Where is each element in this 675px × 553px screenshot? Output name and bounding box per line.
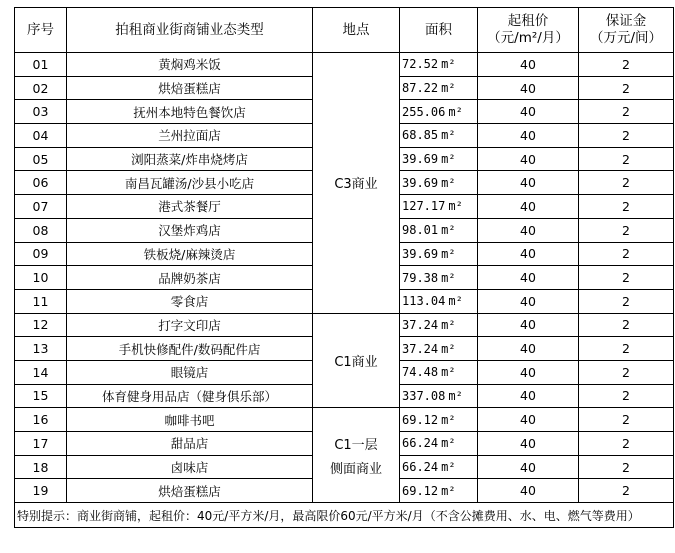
cell-area: [400, 195, 478, 219]
cell-no: 17: [15, 432, 67, 456]
cell-rent: 40: [478, 100, 579, 124]
cell-rent: 40: [478, 171, 579, 195]
cell-type: 眼镜店: [67, 360, 313, 384]
table-row: [15, 53, 674, 77]
cell-deposit: 2: [579, 266, 674, 290]
cell-no: 07: [15, 195, 67, 219]
cell-rent: 40: [478, 384, 579, 408]
cell-deposit: 2: [579, 218, 674, 242]
cell-rent: 40: [478, 337, 579, 361]
cell-deposit: 2: [579, 408, 674, 432]
cell-area: [400, 313, 478, 337]
header-deposit-line1: 保证金: [605, 13, 647, 29]
cell-area: [400, 147, 478, 171]
cell-deposit: 2: [579, 455, 674, 479]
cell-no: 11: [15, 289, 67, 313]
cell-type: 咖啡书吧: [67, 408, 313, 432]
cell-rent: 40: [478, 360, 579, 384]
area-value: 87.22: [402, 81, 439, 96]
cell-area: [400, 360, 478, 384]
cell-deposit: 2: [579, 124, 674, 148]
area-unit: m²: [441, 81, 456, 96]
table-row: [15, 313, 674, 337]
header-deposit: [579, 8, 674, 53]
area-unit: m²: [448, 388, 463, 403]
area-unit: m²: [448, 199, 463, 214]
cell-type: 品牌奶茶店: [67, 266, 313, 290]
cell-area: [400, 53, 478, 77]
area-unit: m²: [441, 128, 456, 143]
cell-type: 南昌瓦罐汤/沙县小吃店: [67, 171, 313, 195]
area-unit: m²: [441, 246, 456, 261]
cell-area: [400, 384, 478, 408]
cell-deposit: 2: [579, 171, 674, 195]
area-value: 72.52: [402, 57, 439, 72]
cell-area: [400, 337, 478, 361]
cell-no: 05: [15, 147, 67, 171]
area-value: 127.17: [402, 199, 446, 214]
cell-type: 体育健身用品店（健身俱乐部）: [67, 384, 313, 408]
area-unit: m²: [441, 341, 456, 356]
header-location: 地点: [313, 8, 400, 53]
cell-type: 浏阳蒸菜/炸串烧烤店: [67, 147, 313, 171]
area-value: 39.69: [402, 152, 439, 167]
cell-no: 15: [15, 384, 67, 408]
header-deposit-line2: （万元/间）: [589, 30, 663, 46]
header-no: 序号: [15, 8, 67, 53]
cell-location: C1商业: [313, 313, 400, 408]
area-unit: m²: [441, 223, 456, 238]
area-value: 68.85: [402, 128, 439, 143]
cell-rent: 40: [478, 408, 579, 432]
header-rent-line1: 起租价: [507, 13, 549, 29]
shop-rental-table: [14, 7, 674, 528]
cell-type: 烘焙蛋糕店: [67, 76, 313, 100]
cell-no: 16: [15, 408, 67, 432]
cell-location: [313, 408, 400, 503]
cell-area: [400, 218, 478, 242]
cell-type: 卤味店: [67, 455, 313, 479]
cell-type: 汉堡炸鸡店: [67, 218, 313, 242]
cell-rent: 40: [478, 218, 579, 242]
cell-area: [400, 289, 478, 313]
header-rent-line2: （元/m²/月）: [487, 30, 569, 46]
cell-type: 黄焖鸡米饭: [67, 53, 313, 77]
area-value: 113.04: [402, 294, 446, 309]
cell-rent: 40: [478, 313, 579, 337]
cell-rent: 40: [478, 289, 579, 313]
cell-type: 铁板烧/麻辣烫店: [67, 242, 313, 266]
cell-area: [400, 432, 478, 456]
area-value: 69.12: [402, 483, 439, 498]
cell-location: C3商业: [313, 53, 400, 314]
area-unit: m²: [441, 412, 456, 427]
area-value: 69.12: [402, 412, 439, 427]
cell-no: 14: [15, 360, 67, 384]
cell-area: [400, 455, 478, 479]
cell-no: 08: [15, 218, 67, 242]
cell-deposit: 2: [579, 76, 674, 100]
area-unit: m²: [448, 104, 463, 119]
area-value: 337.08: [402, 388, 446, 403]
cell-no: 13: [15, 337, 67, 361]
area-value: 66.24: [402, 436, 439, 451]
cell-area: [400, 124, 478, 148]
header-type: 拍租商业街商铺业态类型: [67, 8, 313, 53]
cell-no: 10: [15, 266, 67, 290]
cell-rent: 40: [478, 124, 579, 148]
area-unit: m²: [441, 365, 456, 380]
area-value: 66.24: [402, 460, 439, 475]
cell-no: 12: [15, 313, 67, 337]
cell-no: 06: [15, 171, 67, 195]
cell-no: 01: [15, 53, 67, 77]
cell-no: 09: [15, 242, 67, 266]
area-unit: m²: [441, 460, 456, 475]
cell-type: 兰州拉面店: [67, 124, 313, 148]
special-note: 特别提示：商业街商铺，起租价：40元/平方米/月，最高限价60元/平方米/月（不含公摊费用、水、电、燃气等费用）: [15, 503, 674, 528]
cell-rent: 40: [478, 266, 579, 290]
cell-area: [400, 266, 478, 290]
cell-rent: 40: [478, 53, 579, 77]
cell-rent: 40: [478, 76, 579, 100]
cell-rent: 40: [478, 195, 579, 219]
cell-deposit: 2: [579, 337, 674, 361]
cell-area: [400, 479, 478, 503]
cell-deposit: 2: [579, 100, 674, 124]
cell-type: 烘焙蛋糕店: [67, 479, 313, 503]
rental-table-container: [14, 7, 673, 528]
cell-type: 港式茶餐厅: [67, 195, 313, 219]
cell-rent: 40: [478, 242, 579, 266]
area-unit: m²: [441, 270, 456, 285]
header-rent: [478, 8, 579, 53]
area-unit: m²: [441, 57, 456, 72]
cell-deposit: 2: [579, 147, 674, 171]
cell-deposit: 2: [579, 289, 674, 313]
table-body: [15, 53, 674, 503]
area-value: 79.38: [402, 270, 439, 285]
cell-deposit: 2: [579, 360, 674, 384]
cell-no: 02: [15, 76, 67, 100]
cell-area: [400, 242, 478, 266]
cell-area: [400, 100, 478, 124]
cell-deposit: 2: [579, 195, 674, 219]
cell-rent: 40: [478, 455, 579, 479]
cell-deposit: 2: [579, 384, 674, 408]
cell-area: [400, 408, 478, 432]
area-value: 37.24: [402, 317, 439, 332]
cell-type: 手机快修配件/数码配件店: [67, 337, 313, 361]
location-line2: 侧面商业: [329, 461, 382, 477]
cell-no: 18: [15, 455, 67, 479]
area-value: 39.69: [402, 246, 439, 261]
area-unit: m²: [441, 175, 456, 190]
cell-deposit: 2: [579, 242, 674, 266]
area-unit: m²: [441, 317, 456, 332]
cell-no: 03: [15, 100, 67, 124]
area-value: 37.24: [402, 341, 439, 356]
cell-rent: 40: [478, 432, 579, 456]
cell-deposit: 2: [579, 313, 674, 337]
header-area: 面积: [400, 8, 478, 53]
area-unit: m²: [448, 294, 463, 309]
cell-rent: 40: [478, 479, 579, 503]
table-row: [15, 408, 674, 432]
cell-rent: 40: [478, 147, 579, 171]
cell-type: 零食店: [67, 289, 313, 313]
area-value: 98.01: [402, 223, 439, 238]
cell-deposit: 2: [579, 479, 674, 503]
header-row: [15, 8, 674, 53]
cell-area: [400, 171, 478, 195]
area-value: 39.69: [402, 175, 439, 190]
cell-type: 打字文印店: [67, 313, 313, 337]
cell-type: 抚州本地特色餐饮店: [67, 100, 313, 124]
cell-type: 甜品店: [67, 432, 313, 456]
area-unit: m²: [441, 483, 456, 498]
note-row: [15, 503, 674, 528]
area-value: 255.06: [402, 104, 446, 119]
cell-deposit: 2: [579, 53, 674, 77]
cell-no: 04: [15, 124, 67, 148]
area-value: 74.48: [402, 365, 439, 380]
cell-no: 19: [15, 479, 67, 503]
location-line1: C1一层: [334, 437, 378, 453]
area-unit: m²: [441, 152, 456, 167]
cell-area: [400, 76, 478, 100]
cell-deposit: 2: [579, 432, 674, 456]
area-unit: m²: [441, 436, 456, 451]
